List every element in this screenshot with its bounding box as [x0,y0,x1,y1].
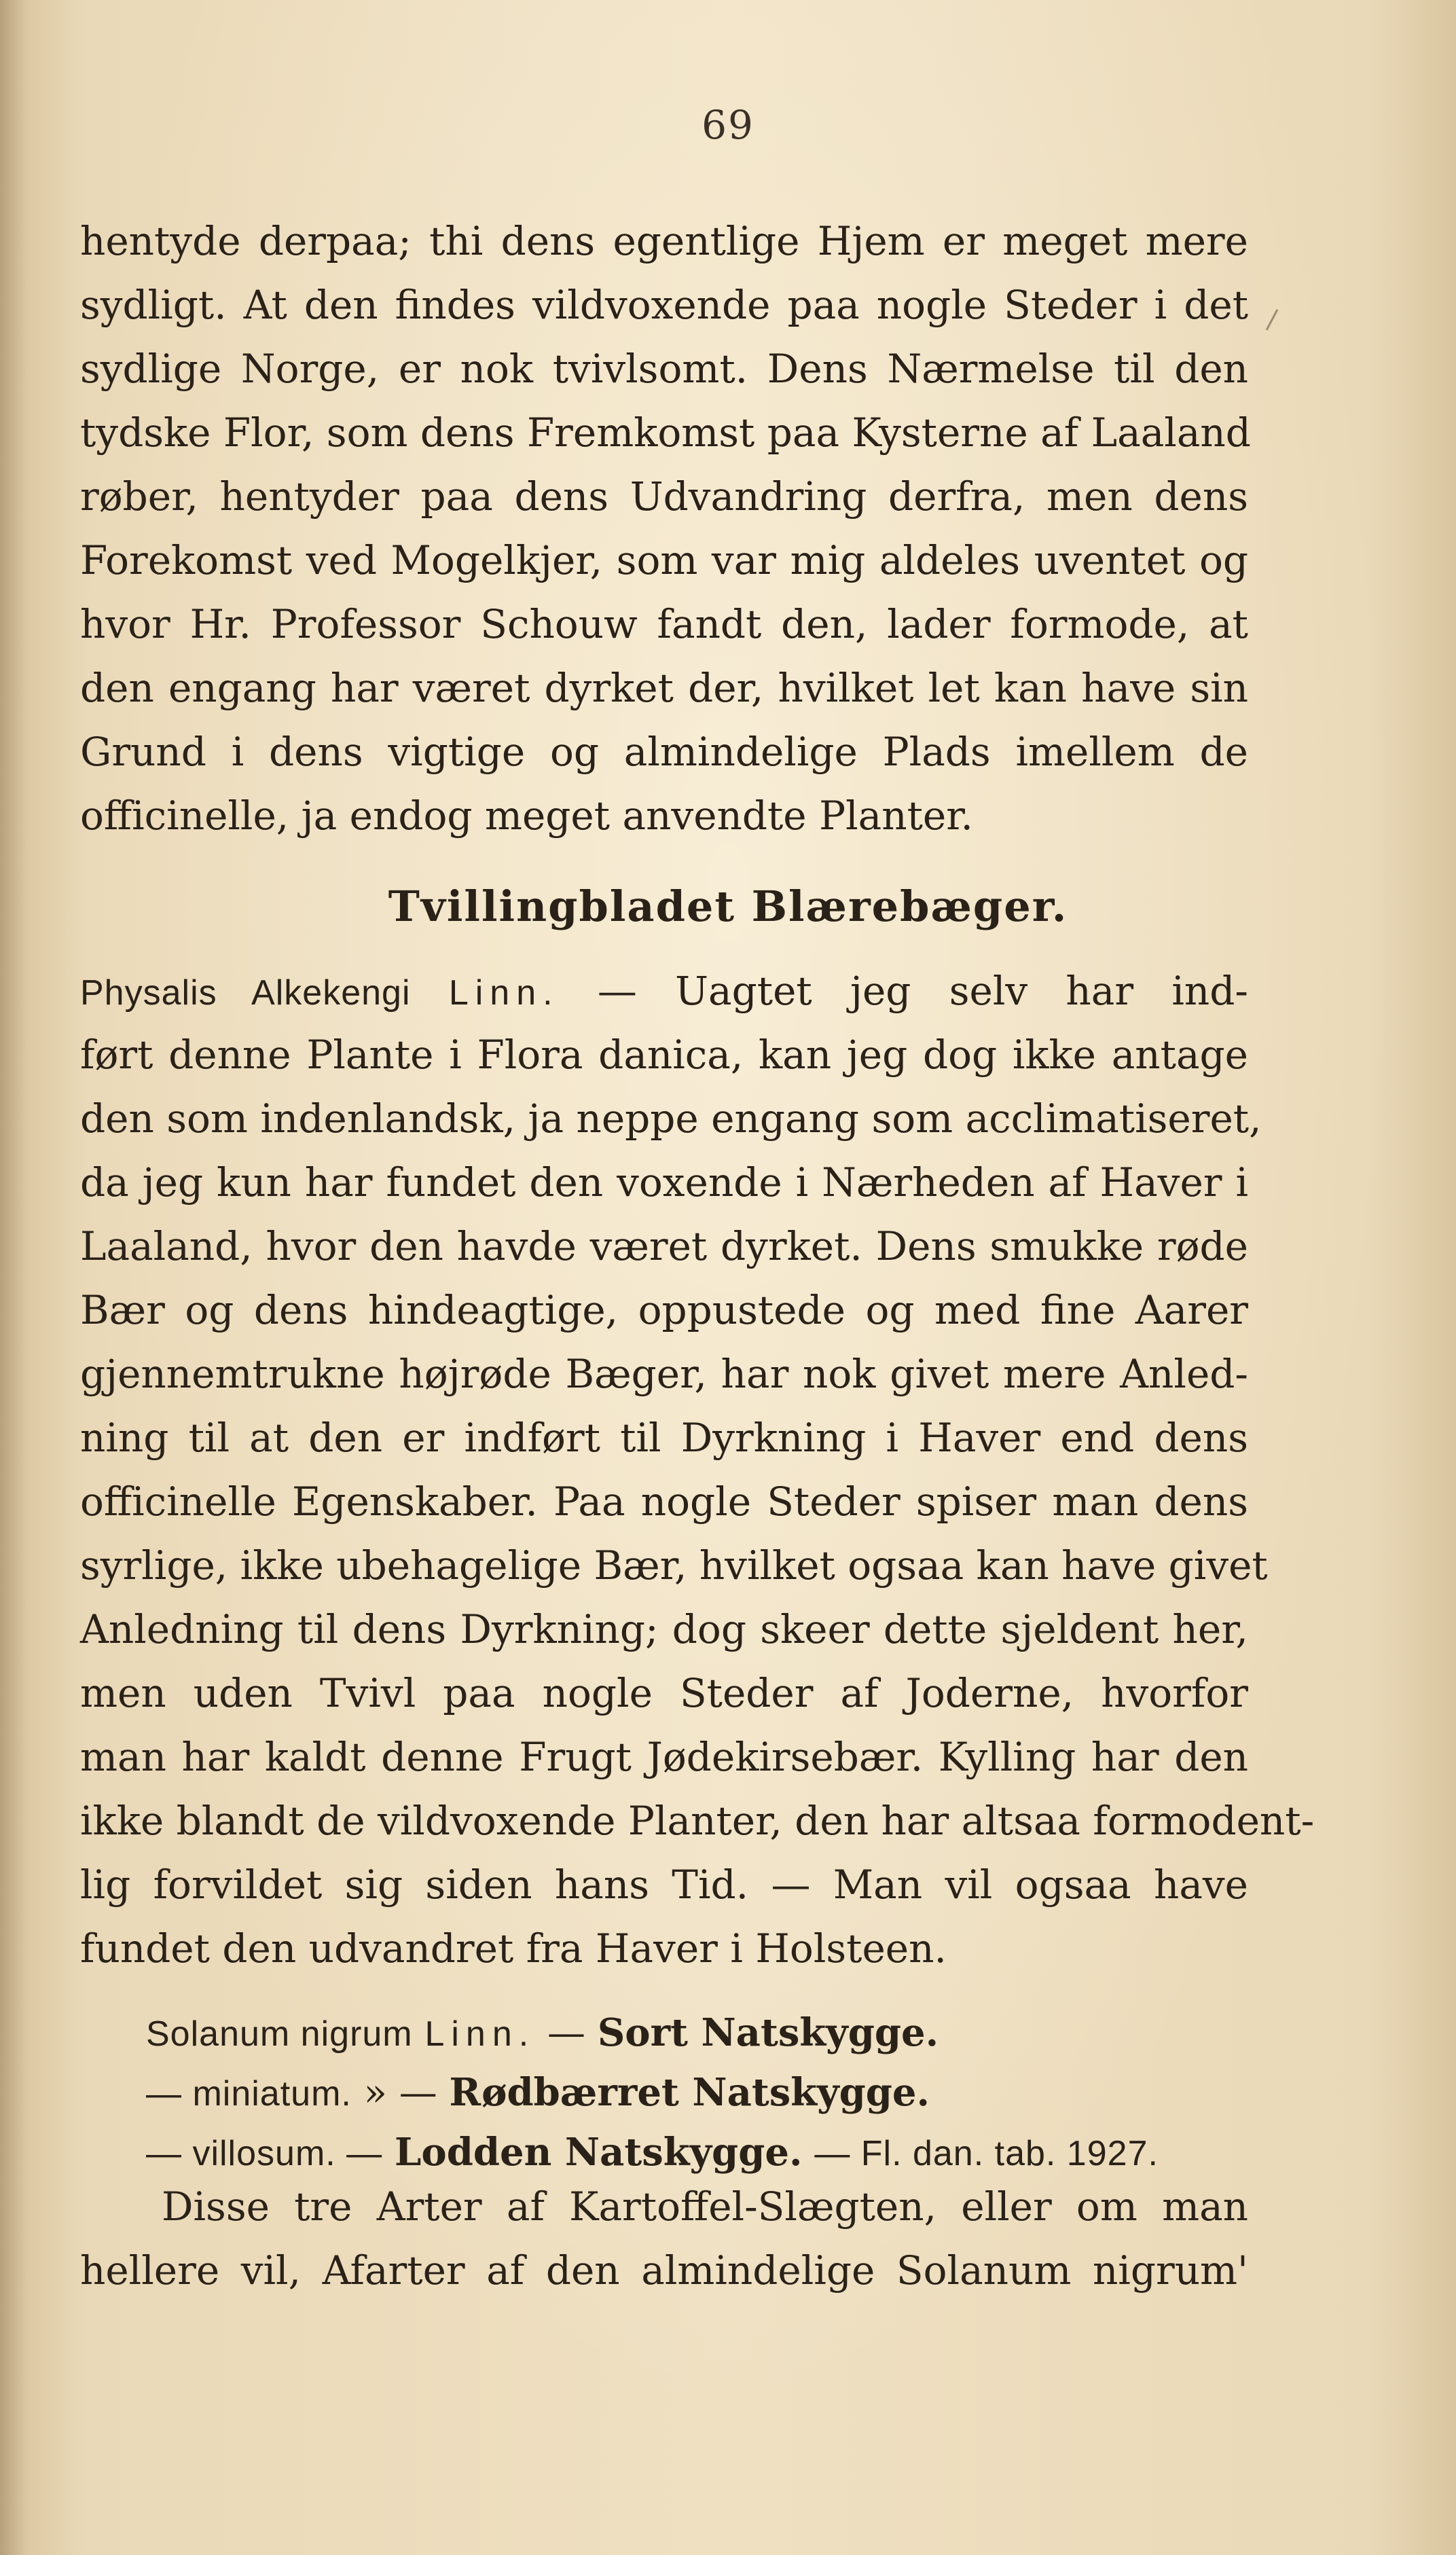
text-line: Grund i dens vigtige og almindelige Plads imellem de [80,729,1248,775]
text-line: ført denne Plante i Flora danica, kan jeg dog ikke antage [80,1032,1248,1078]
page-number: 69 [702,102,754,148]
species-reference: — Fl. dan. tab. 1927. [814,2134,1159,2173]
species-name: Solanum nigrum [146,2014,413,2054]
text-line: fundet den udvandret fra Haver i Holsteen. [80,1925,947,1972]
margin-mark [1266,309,1294,339]
species-common-name: Rødbærret Natskygge. [449,2070,930,2115]
latin-species-name: Physalis Alkekengi [80,973,411,1013]
text-line: officinelle Egenskaber. Paa nogle Steder spiser man dens [80,1479,1248,1525]
species-name: — miniatum. [146,2074,352,2114]
paragraph-3 [80,2173,1248,2301]
species-name: — villosum. — [146,2134,383,2173]
text-line: hentyde derpaa; thi dens egentlige Hjem er meget mere [80,218,1248,264]
text-line: man har kaldt denne Frugt Jødekirsebær. Kylling har den [80,1734,1248,1780]
text-line: syrlige, ikke ubehagelige Bær, hvilket ogsaa kan have givet [80,1542,1268,1589]
text-line: Forekomst ved Mogelkjer, som var mig aldeles uventet og [80,537,1248,583]
text-line: ning til at den er indført til Dyrkning i Haver end dens [80,1415,1248,1461]
section-heading: Tvillingbladet Blærebæger. [388,882,1068,931]
text-line [80,959,1248,1023]
text-line: sydligt. At den findes vildvoxende paa nogle Steder i det [80,282,1248,328]
text-line: Disse tre Arter af Kartoffel-Slægten, eller om man [162,2183,1248,2230]
text-line: Laaland, hvor den havde været dyrket. Dens smukke røde [80,1223,1248,1269]
text-line: den engang har været dyrket der, hvilket let kan have sin [80,665,1248,711]
text-line: da jeg kun har fundet den voxende i Nærheden af Haver i [80,1159,1248,1206]
species-author: Linn. [424,2014,536,2054]
text-line: Anledning til dens Dyrkning; dog skeer dette sjeldent her, [80,1606,1248,1652]
species-entry [146,2004,1260,2063]
text-line: den som indenlandsk, ja neppe engang som acclimatiseret, [80,1095,1262,1142]
species-separator: — [399,2071,437,2115]
species-entry [146,2063,1260,2123]
paragraph-1 [80,209,1251,848]
species-common-name: Sort Natskygge. [597,2010,939,2055]
text-line: hellere vil, Afarter af den almindelige Solanum nigrum' [80,2247,1248,2294]
text-fragment: — Uagtet jeg selv har ind- [597,968,1248,1014]
species-author: » [363,2071,387,2115]
species-list [146,2004,1260,2183]
species-common-name: Lodden Natskygge. [394,2130,803,2175]
text-line: hvor Hr. Professor Schouw fandt den, lader formode, at [80,601,1248,647]
text-line: tydske Flor, som dens Fremkomst paa Kysterne af Laaland [80,410,1251,456]
text-line: officinelle, ja endog meget anvendte Planter. [80,793,973,839]
text-line: lig forvildet sig siden hans Tid. — Man vil ogsaa have [80,1862,1248,1908]
paragraph-2 [80,959,1315,1980]
text-line: sydlige Norge, er nok tvivlsomt. Dens Nærmelse til den [80,346,1248,392]
text-line: gjennemtrukne højrøde Bæger, har nok givet mere Anled- [80,1351,1248,1397]
text-line: men uden Tvivl paa nogle Steder af Joderne, hvorfor [80,1670,1248,1716]
text-line: ikke blandt de vildvoxende Planter, den har altsaa formodent- [80,1798,1315,1844]
text-line: Bær og dens hindeagtige, oppustede og med fine Aarer [80,1287,1248,1333]
species-separator: — [547,2011,586,2055]
author-abbreviation: Linn. [448,973,560,1013]
text-line: røber, hentyder paa dens Udvandring derfra, men dens [80,473,1248,520]
binding-shadow [0,0,27,2555]
